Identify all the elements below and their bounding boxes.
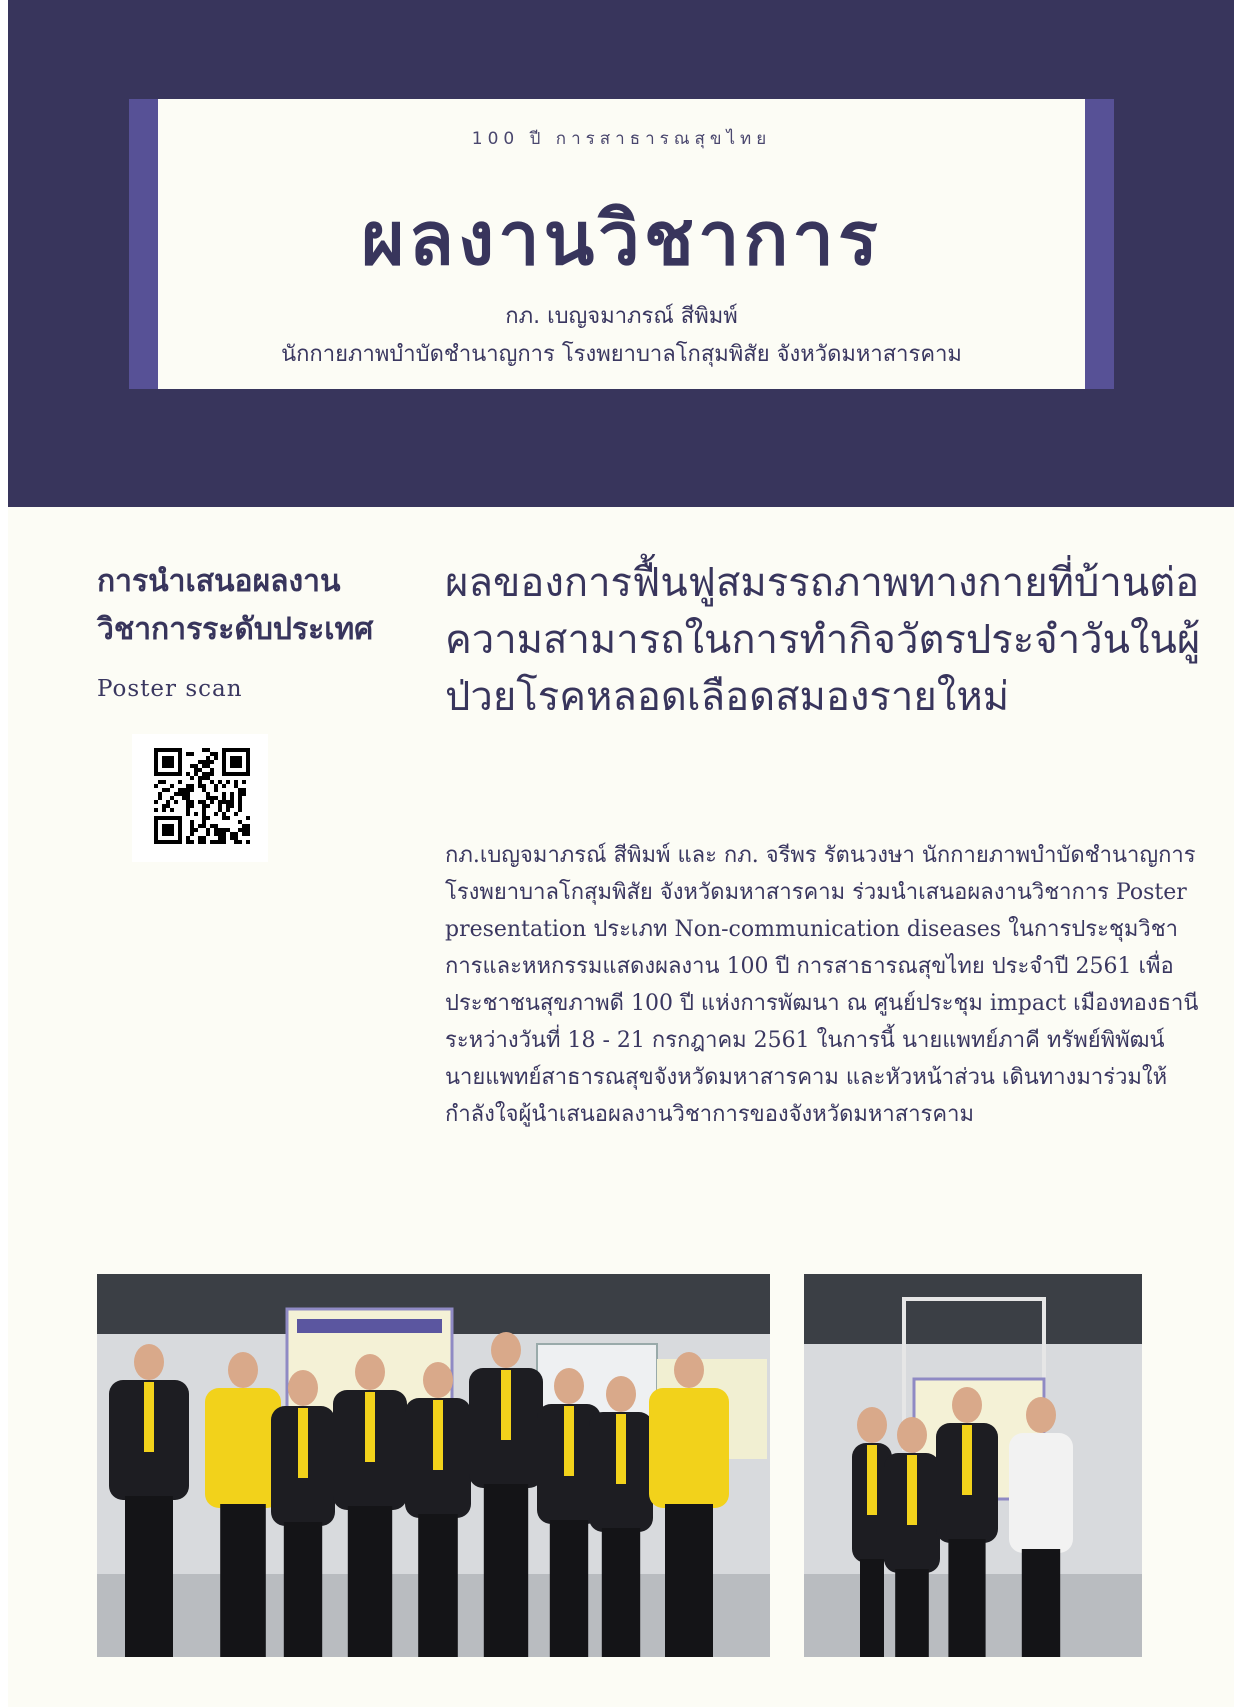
title-card — [158, 99, 1085, 389]
article-body: กภ.เบญจมาภรณ์ สีพิมพ์ และ กภ. จรีพร รัตนวงษา นักกายภาพบำบัดชำนาญการ โรงพยาบาลโกสุมพิสัย จังหวัดมหาสารคาม ร่วมนำเสนอผลงานวิชาการ Poster presentation ประเภท Non-communication diseases ในการประชุมวิชาการและหหกรรมแสดงผลงาน 100 ปี การสาธารณสุขไทย ประจำปี 2561 เพื่อประชาชนสุขภาพดี 100 ปี แห่งการพัฒนา ณ ศูนย์ประชุม impact เมืองทองธานี ระหว่างวันที่ 18 - 21 กรกฎาคม 2561 ในการนี้ นายแพทย์ภาคี ทรัพย์พิพัฒน์ นายแพทย์สาธารณสุขจังหวัดมหาสารคาม และหัวหน้าส่วน เดินทางมาร่วมให้กำลังใจผู้นำเสนอผลงานวิชาการของจังหวัดมหาสารคาม — [445, 843, 1199, 1127]
poster-scan-label: Poster scan — [97, 676, 243, 702]
kicker-text: 100 ปี การสาธารณสุขไทย — [471, 129, 772, 149]
section-heading: การนำเสนอผลงานวิชาการระดับประเทศ — [97, 564, 374, 647]
page-title: ผลงานวิชาการ — [361, 196, 882, 282]
qr-code[interactable] — [132, 734, 268, 862]
award-photo — [804, 1274, 1142, 1657]
document-page — [8, 0, 1234, 1707]
header-banner — [8, 0, 1234, 507]
group-photo — [97, 1274, 770, 1657]
qr-code-icon — [154, 748, 250, 844]
author-name: กภ. เบญจมาภรณ์ สีพิมพ์ — [505, 304, 738, 329]
article-title: ผลของการฟื้นฟูสมรรถภาพทางกายที่บ้านต่อความสามารถในการทำกิจวัตรประจำวันในผู้ป่วยโรคหลอดเลือดสมองรายใหม่ — [445, 560, 1201, 720]
author-role: นักกายภาพบำบัดชำนาญการ โรงพยาบาลโกสุมพิสัย จังหวัดมหาสารคาม — [281, 342, 962, 367]
